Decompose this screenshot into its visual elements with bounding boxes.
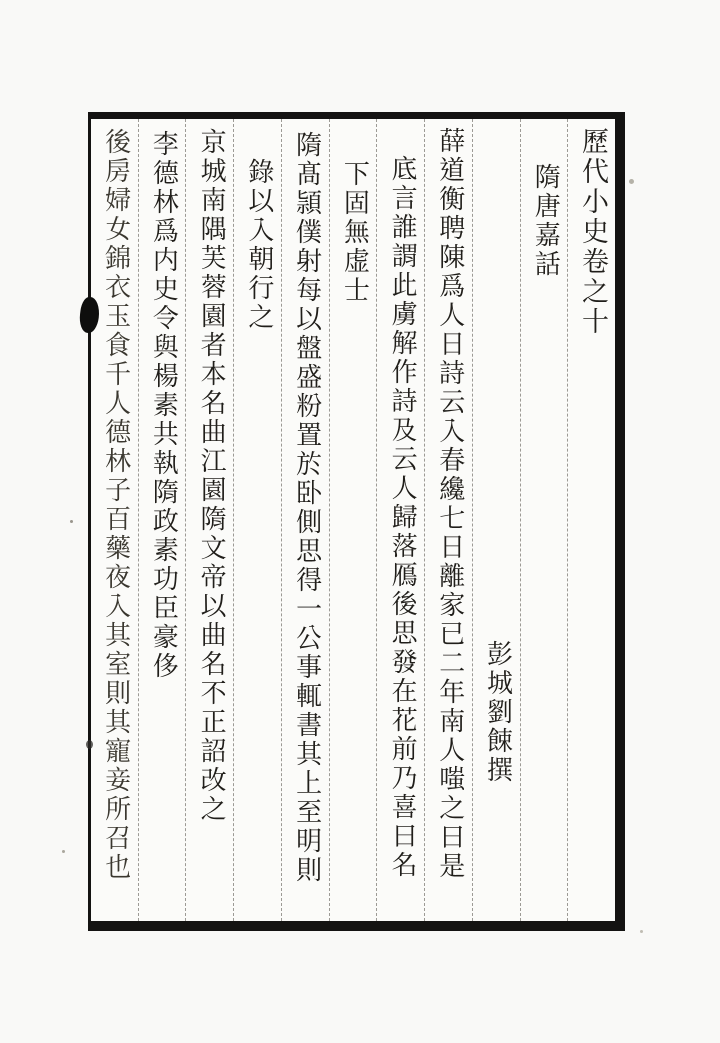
column-chapter-title: 隋唐嘉話 <box>520 119 568 921</box>
column-body-7: 李德林爲内史令與楊素共執隋政素功臣豪侈 <box>138 119 186 921</box>
paper-speckles <box>70 520 73 523</box>
column-body-1: 薛道衡聘陳爲人日詩云入春纔七日離家已二年南人嗤之曰是 <box>424 119 472 921</box>
column-body-4: 隋髙頴僕射每以盤盛粉置於卧側思得一公事輒書其上至明則 <box>281 119 329 921</box>
ink-spot <box>86 740 93 749</box>
text-columns <box>91 119 615 921</box>
page-frame <box>88 112 625 931</box>
column-body-6: 京城南隅芙蓉園者本名曲江園隋文帝以曲名不正詔改之 <box>185 119 233 921</box>
column-book-title: 歷代小史卷之十 <box>567 119 615 921</box>
column-author-byline: 彭城劉餗撰 <box>472 119 520 921</box>
column-body-5: 錄以入朝行之 <box>233 119 281 921</box>
column-body-8: 後房婦女錦衣玉食千人德林子百藥夜入其室則其寵妾所召也 <box>101 128 131 882</box>
column-body-3: 下固無虚士 <box>329 119 377 921</box>
column-body-2: 底言誰謂此虜解作詩及云人歸落鴈後思發在花前乃喜曰名 <box>376 119 424 921</box>
